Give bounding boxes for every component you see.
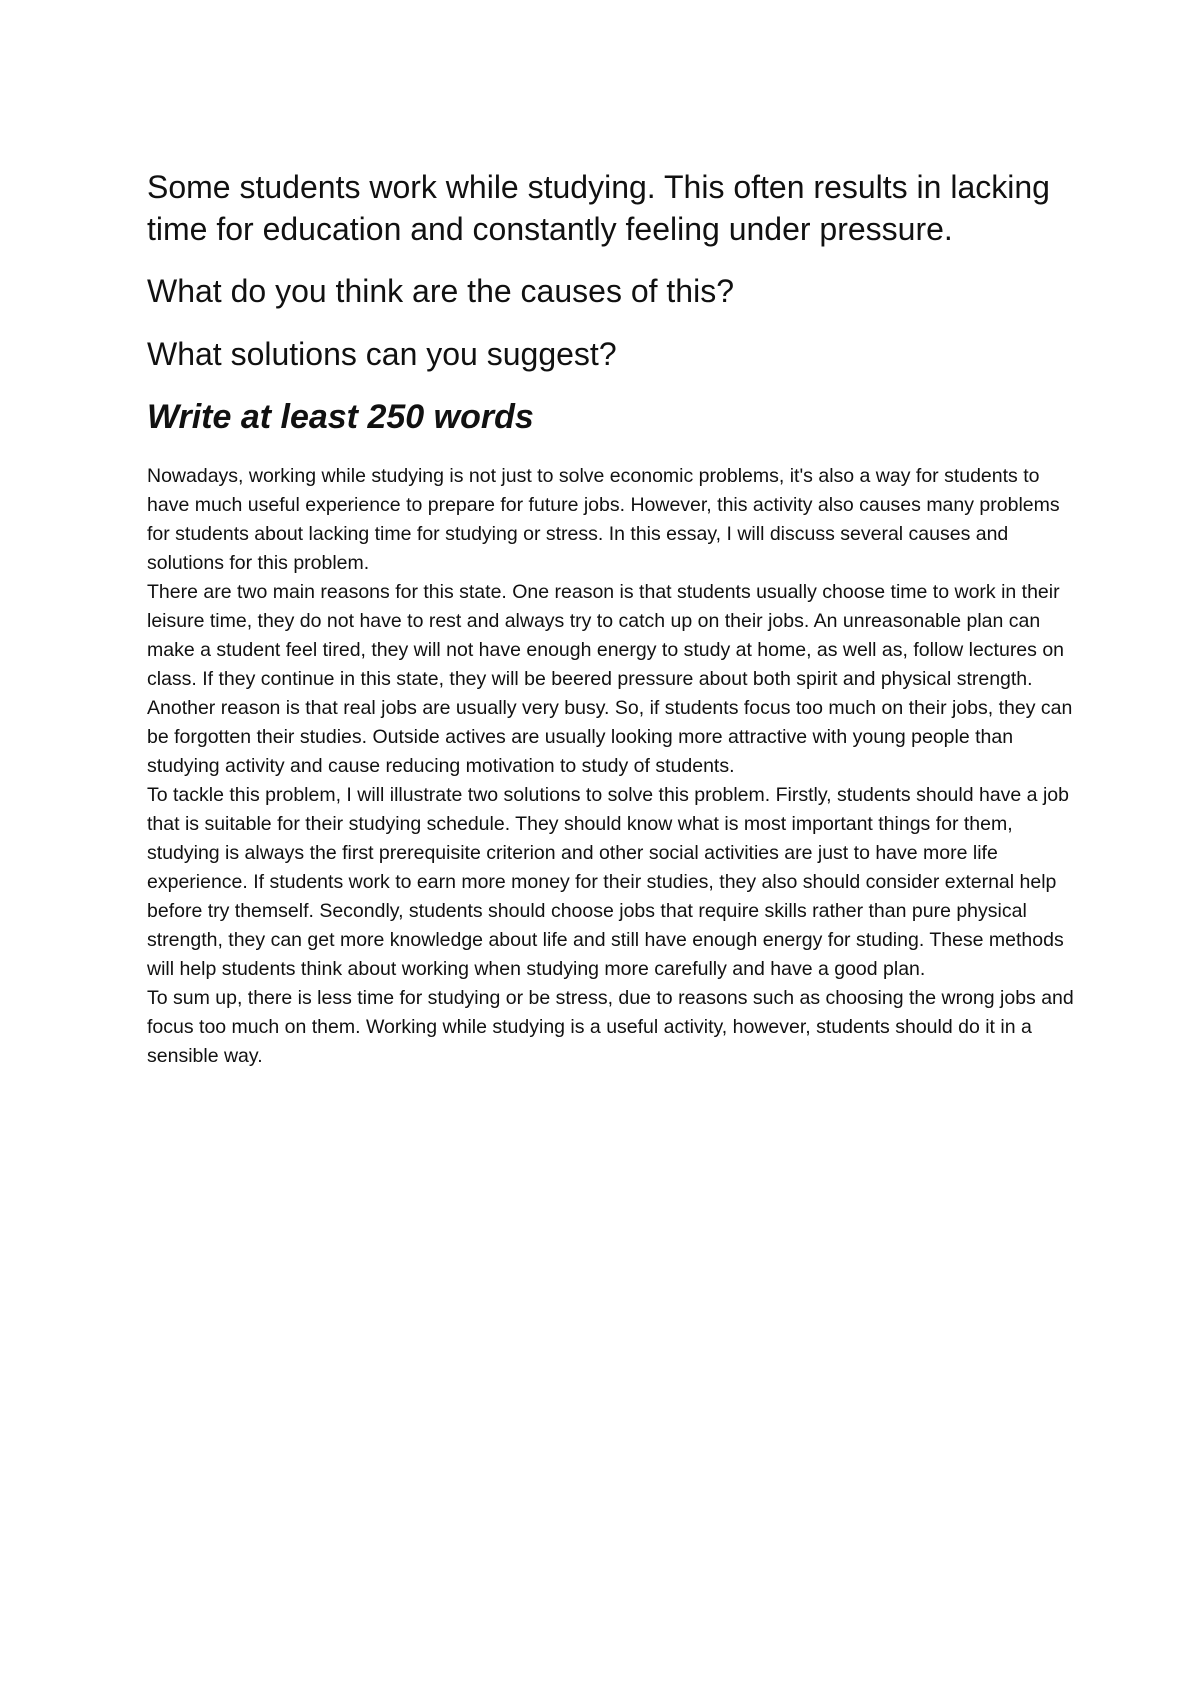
question-causes: What do you think are the causes of this? bbox=[147, 273, 734, 309]
word-count-instruction: Write at least 250 words bbox=[147, 398, 534, 436]
essay-paragraph-causes: There are two main reasons for this state. One reason is that students usually choose time to work in their leisure time, they do not have to rest and always try to catch up on their jobs. An unreasonable plan can make a student feel tired, they will not have enough energy to study at home, as well as, follow lectures on class. If they continue in this state, they will be beered pressure about both spirit and physical strength. Another reason is that real jobs are usually very busy. So, if students focus too much on their jobs, they can be forgotten their studies. Outside actives are usually looking more attractive with young people than studying activity and cause reducing motivation to study of students. bbox=[147, 581, 1073, 777]
essay-body bbox=[147, 462, 1077, 1071]
question-solutions: What solutions can you suggest? bbox=[147, 336, 617, 372]
essay-paragraph-solutions: To tackle this problem, I will illustrate two solutions to solve this problem. Firstly, students should have a job that is suitable for their studying schedule. They should know what is most important things for them, studying is always the first prerequisite criterion and other social activities are just to have more life experience. If students work to earn more money for their studies, they also should consider external help before try themself. Secondly, students should choose jobs that require skills rather than pure physical strength, they can get more knowledge about life and still have enough energy for studing. These methods will help students think about working when studying more carefully and have a good plan. bbox=[147, 784, 1069, 980]
essay-paragraph-conclusion: To sum up, there is less time for studying or be stress, due to reasons such as choosing the wrong jobs and focus too much on them. Working while studying is a useful activity, however, students should do it in a sensible way. bbox=[147, 987, 1074, 1067]
prompt-statement: Some students work while studying. This often results in lacking time for education and constantly feeling under pressure. bbox=[147, 169, 1050, 247]
document-page bbox=[147, 166, 1077, 1071]
essay-paragraph-introduction: Nowadays, working while studying is not just to solve economic problems, it's also a way for students to have much useful experience to prepare for future jobs. However, this activity also causes many problems for students about lacking time for studying or stress. In this essay, I will discuss several causes and solutions for this problem. bbox=[147, 465, 1060, 574]
